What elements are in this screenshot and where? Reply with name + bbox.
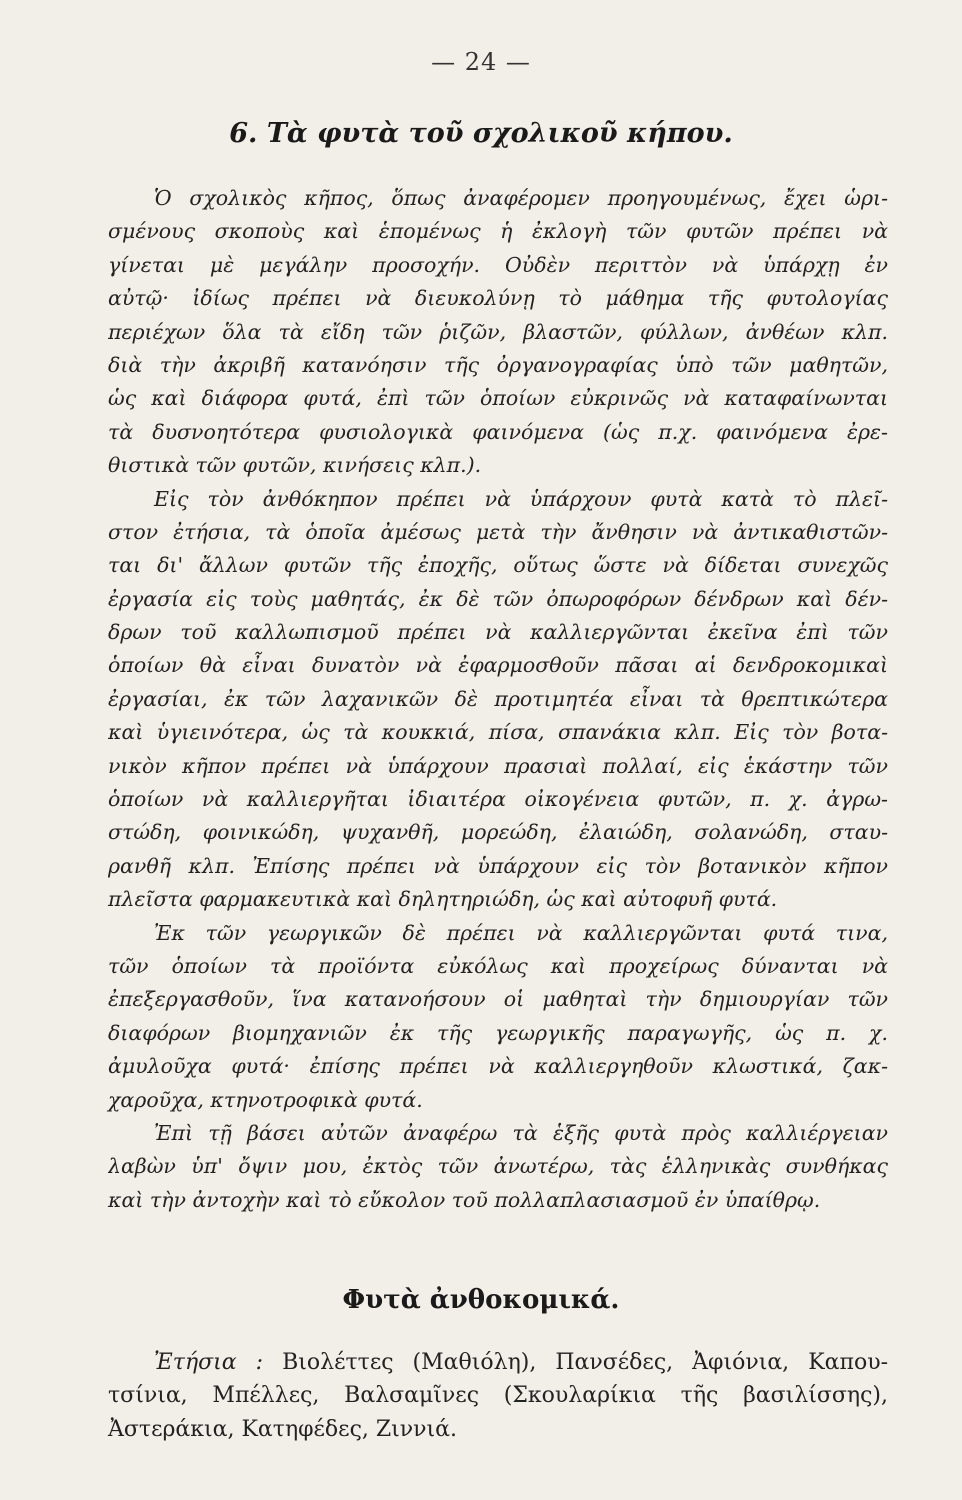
text-line: θιστικὰ τῶν φυτῶν, κινήσεις κλπ.). [108,453,482,478]
list-line [108,1345,888,1378]
section-title: 6. Τὰ φυτὰ τοῦ σχολικοῦ κήπου. [229,118,733,149]
list-line: Ἀστεράκια, Κατηφέδες, Ζιννιά. [108,1416,458,1442]
text-line: καὶ ὑγιεινότερα, ὡς τὰ κουκκιά, πίσα, σπανάκια κλπ. Εἰς τὸν βοτα- [108,720,888,745]
text-line: Εἰς τὸν ἀνθόκηπον πρέπει νὰ ὑπάρχουν φυτὰ κατὰ τὸ πλεῖ- [154,486,888,511]
text-line: Ἐπὶ τῇ βάσει αὐτῶν ἀναφέρω τὰ ἑξῆς φυτὰ πρὸς καλλιέργειαν [154,1120,888,1145]
paragraph [108,483,888,917]
page-number: — 24 — [431,48,531,76]
text-line: ἐργασίαι, ἐκ τῶν λαχανικῶν δὲ προτιμητέα εἶναι τὰ θρεπτικώτερα [108,686,888,711]
text-line: δρων τοῦ καλλωπισμοῦ πρέπει νὰ καλλιεργῶνται ἐκεῖνα ἐπὶ τῶν [108,620,888,645]
paragraph [108,182,888,483]
text-line: γίνεται μὲ μεγάλην προσοχήν. Οὐδὲν περιττὸν νὰ ὑπάρχῃ ἐν [108,252,888,277]
text-line: τὰ δυσνοητότερα φυσιολογικὰ φαινόμενα (ὡς π.χ. φαινόμενα ἐρε- [108,419,888,444]
paragraph [108,1117,888,1217]
text-line: ται δι' ἄλλων φυτῶν τῆς ἐποχῆς, οὕτως ὥστε νὰ δίδεται συνεχῶς [108,553,888,578]
text-line: λαβὼν ὑπ' ὄψιν μου, ἐκτὸς τῶν ἀνωτέρω, τὰς ἑλληνικὰς συνθήκας [108,1154,888,1179]
text-line: ὁποίων θὰ εἶναι δυνατὸν νὰ ἐφαρμοσθοῦν πᾶσαι αἱ δενδροκομικαὶ [108,653,888,678]
list-label: Ἐτήσια : [154,1350,264,1375]
text-line: ἐργασία εἰς τοὺς μαθητάς, ἐκ δὲ τῶν ὀπωροφόρων δένδρων καὶ δέν- [108,586,888,611]
subheading: Φυτὰ ἀνθοκομικά. [342,1285,620,1315]
body-text [108,182,888,1217]
text-line: Ἐκ τῶν γεωργικῶν δὲ πρέπει νὰ καλλιεργῶνται φυτά τινα, [154,920,888,945]
text-line: σμένους σκοποὺς καὶ ἑπομένως ἡ ἐκλογὴ τῶν φυτῶν πρέπει νὰ [108,219,888,244]
text-line: στώδη, φοινικώδη, ψυχανθῆ, μορεώδη, ἐλαιώδη, σολανώδη, σταυ- [108,820,888,845]
text-line: καὶ τὴν ἀντοχὴν καὶ τὸ εὔκολον τοῦ πολλαπλασιασμοῦ ἐν ὑπαίθρῳ. [108,1187,821,1212]
text-line: ἐπεξεργασθοῦν, ἵνα κατανοήσουν οἱ μαθηταὶ τὴν δημιουργίαν τῶν [108,987,888,1012]
text-line: τῶν ὁποίων τὰ προϊόντα εὐκόλως καὶ προχείρως δύνανται νὰ [108,953,888,978]
text-line: διαφόρων βιομηχανιῶν ἐκ τῆς γεωργικῆς παραγωγῆς, ὡς π. χ. [108,1020,888,1045]
paragraph [108,917,888,1117]
text-line: χαροῦχα, κτηνοτροφικὰ φυτά. [108,1087,423,1112]
text-line: νικὸν κῆπον πρέπει νὰ ὑπάρχουν πρασιαὶ πολλαί, εἰς ἑκάστην τῶν [108,753,888,778]
plant-list [108,1345,888,1445]
text-line: ρανθῆ κλπ. Ἐπίσης πρέπει νὰ ὑπάρχουν εἰς τὸν βοτανικὸν κῆπον [108,853,888,878]
text-line: αὐτῷ· ἰδίως πρέπει νὰ διευκολύνῃ τὸ μάθημα τῆς φυτολογίας [108,286,888,311]
text-line: ὁποίων νὰ καλλιεργῆται ἰδιαιτέρα οἰκογένεια φυτῶν, π. χ. ἀγρω- [108,787,888,812]
text-line: ὡς καὶ διάφορα φυτά, ἐπὶ τῶν ὁποίων εὐκρινῶς νὰ καταφαίνωνται [108,386,888,411]
text-line: διὰ τὴν ἀκριβῆ κατανόησιν τῆς ὀργανογραφίας ὑπὸ τῶν μαθητῶν, [108,352,888,377]
list-line: τσίνια, Μπέλλες, Βαλσαμῖνες (Σκουλαρίκια τῆς βασιλίσσης), [108,1383,888,1409]
text-line: πλεῖστα φαρμακευτικὰ καὶ δηλητηριώδη, ὡς καὶ αὐτοφυῆ φυτά. [108,887,778,912]
list-line-text: Βιολέττες (Μαθιόλη), Πανσέδες, Ἀφιόνια, Καπου- [282,1350,888,1375]
text-line: στον ἐτήσια, τὰ ὁποῖα ἀμέσως μετὰ τὴν ἄνθησιν νὰ ἀντικαθιστῶν- [108,519,888,544]
text-line: Ὁ σχολικὸς κῆπος, ὅπως ἀναφέρομεν προηγουμένως, ἔχει ὡρι- [154,186,888,210]
text-line: περιέχων ὅλα τὰ εἴδη τῶν ῥιζῶν, βλαστῶν, φύλλων, ἀνθέων κλπ. [108,319,888,344]
text-line: ἀμυλοῦχα φυτά· ἐπίσης πρέπει νὰ καλλιεργηθοῦν κλωστικά, ζακ- [108,1054,888,1079]
